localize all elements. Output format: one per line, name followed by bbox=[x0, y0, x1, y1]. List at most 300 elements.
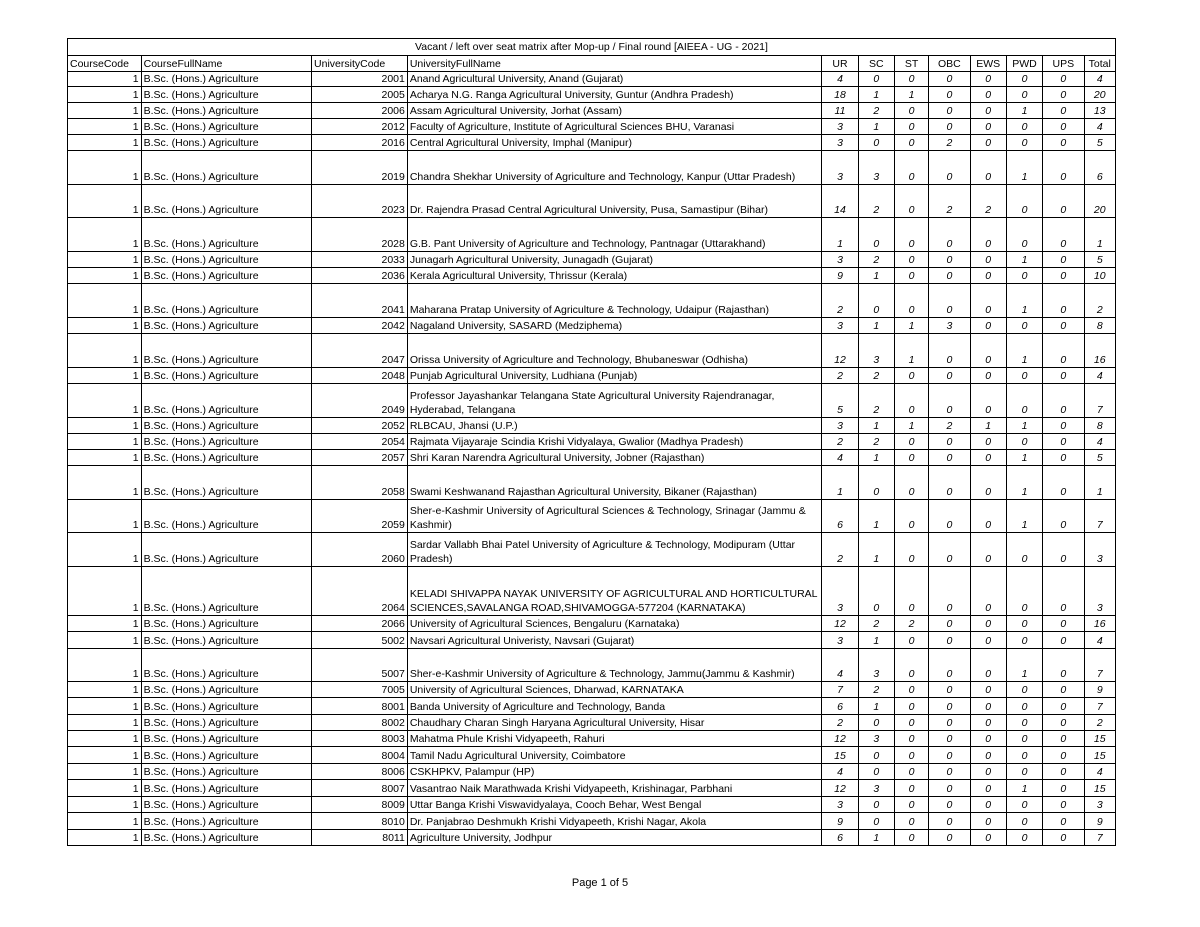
seat-count-cell: 15 bbox=[1084, 731, 1116, 747]
seat-count-cell: 0 bbox=[1043, 632, 1084, 649]
column-header: EWS bbox=[970, 56, 1006, 72]
seat-count-cell: 5 bbox=[1084, 450, 1116, 466]
seat-count-cell: 0 bbox=[894, 103, 928, 119]
university-name-cell: KELADI SHIVAPPA NAYAK UNIVERSITY OF AGRICULTURAL AND HORTICULTURAL SCIENCES,SAVALANGA ROAD,SHIVAMOGGA-577204 (KARNATAKA) bbox=[407, 567, 822, 616]
page-footer: Page 1 of 5 bbox=[571, 877, 629, 889]
seat-count-cell: 0 bbox=[1006, 135, 1042, 151]
table-row bbox=[68, 764, 1116, 780]
university-name-cell: Faculty of Agriculture, Institute of Agricultural Sciences BHU, Varanasi bbox=[407, 119, 822, 135]
university-code-cell: 2036 bbox=[312, 268, 408, 284]
table-row bbox=[68, 813, 1116, 830]
seat-count-cell: 2 bbox=[894, 616, 928, 632]
seat-count-cell: 3 bbox=[858, 334, 894, 368]
table-row bbox=[68, 368, 1116, 384]
course-name-cell: B.Sc. (Hons.) Agriculture bbox=[141, 682, 311, 698]
seat-count-cell: 0 bbox=[894, 185, 928, 218]
seat-count-cell: 0 bbox=[929, 632, 970, 649]
seat-count-cell: 0 bbox=[970, 764, 1006, 780]
course-name-cell: B.Sc. (Hons.) Agriculture bbox=[141, 813, 311, 830]
seat-count-cell: 0 bbox=[970, 533, 1006, 567]
column-header: UR bbox=[822, 56, 858, 72]
seat-count-cell: 1 bbox=[894, 318, 928, 334]
seat-count-cell: 7 bbox=[1084, 698, 1116, 715]
seat-count-cell: 3 bbox=[1084, 797, 1116, 813]
seat-count-cell: 0 bbox=[1006, 72, 1042, 87]
column-header: UniversityFullName bbox=[407, 56, 822, 72]
seat-count-cell: 0 bbox=[1043, 418, 1084, 434]
seat-count-cell: 0 bbox=[970, 284, 1006, 318]
seat-count-cell: 0 bbox=[1043, 368, 1084, 384]
course-name-cell: B.Sc. (Hons.) Agriculture bbox=[141, 185, 311, 218]
seat-count-cell: 0 bbox=[894, 450, 928, 466]
seat-count-cell: 15 bbox=[822, 747, 858, 764]
seat-count-cell: 0 bbox=[1043, 682, 1084, 698]
seat-count-cell: 0 bbox=[929, 500, 970, 533]
seat-count-cell: 1 bbox=[1006, 284, 1042, 318]
seat-count-cell: 12 bbox=[822, 780, 858, 797]
seat-count-cell: 0 bbox=[1043, 616, 1084, 632]
university-name-cell: Sardar Vallabh Bhai Patel University of Agriculture & Technology, Modipuram (Uttar Pradesh) bbox=[407, 533, 822, 567]
seat-count-cell: 0 bbox=[894, 466, 928, 500]
seat-count-cell: 2 bbox=[858, 384, 894, 418]
table-row bbox=[68, 747, 1116, 764]
course-name-cell: B.Sc. (Hons.) Agriculture bbox=[141, 731, 311, 747]
table-row bbox=[68, 119, 1116, 135]
seat-count-cell: 2 bbox=[858, 434, 894, 450]
seat-count-cell: 0 bbox=[858, 72, 894, 87]
seat-count-cell: 0 bbox=[970, 649, 1006, 682]
seat-count-cell: 6 bbox=[822, 500, 858, 533]
course-code-cell: 1 bbox=[68, 135, 142, 151]
course-code-cell: 1 bbox=[68, 616, 142, 632]
seat-count-cell: 0 bbox=[970, 797, 1006, 813]
seat-count-cell: 0 bbox=[929, 533, 970, 567]
seat-count-cell: 3 bbox=[822, 632, 858, 649]
column-header: PWD bbox=[1006, 56, 1042, 72]
seat-count-cell: 0 bbox=[970, 87, 1006, 103]
seat-count-cell: 0 bbox=[894, 682, 928, 698]
seat-count-cell: 0 bbox=[858, 797, 894, 813]
seat-count-cell: 0 bbox=[929, 567, 970, 616]
seat-count-cell: 4 bbox=[1084, 632, 1116, 649]
seat-count-cell: 2 bbox=[929, 185, 970, 218]
seat-count-cell: 0 bbox=[1043, 434, 1084, 450]
course-name-cell: B.Sc. (Hons.) Agriculture bbox=[141, 780, 311, 797]
seat-count-cell: 5 bbox=[1084, 135, 1116, 151]
seat-count-cell: 0 bbox=[1006, 185, 1042, 218]
seat-count-cell: 6 bbox=[822, 830, 858, 846]
seat-count-cell: 10 bbox=[1084, 268, 1116, 284]
column-header: ST bbox=[894, 56, 928, 72]
seat-count-cell: 6 bbox=[1084, 151, 1116, 185]
university-name-cell: Anand Agricultural University, Anand (Gujarat) bbox=[407, 72, 822, 87]
university-name-cell: Junagarh Agricultural University, Junagadh (Gujarat) bbox=[407, 252, 822, 268]
seat-count-cell: 0 bbox=[894, 151, 928, 185]
table-body bbox=[68, 72, 1116, 846]
course-code-cell: 1 bbox=[68, 434, 142, 450]
university-code-cell: 8010 bbox=[312, 813, 408, 830]
seat-count-cell: 0 bbox=[929, 119, 970, 135]
course-name-cell: B.Sc. (Hons.) Agriculture bbox=[141, 797, 311, 813]
seat-count-cell: 3 bbox=[1084, 533, 1116, 567]
seat-count-cell: 0 bbox=[894, 384, 928, 418]
table-row bbox=[68, 632, 1116, 649]
university-code-cell: 2060 bbox=[312, 533, 408, 567]
seat-count-cell: 1 bbox=[858, 318, 894, 334]
university-name-cell: Shri Karan Narendra Agricultural University, Jobner (Rajasthan) bbox=[407, 450, 822, 466]
university-name-cell: Maharana Pratap University of Agriculture & Technology, Udaipur (Rajasthan) bbox=[407, 284, 822, 318]
seat-count-cell: 0 bbox=[970, 698, 1006, 715]
seat-count-cell: 15 bbox=[1084, 780, 1116, 797]
university-code-cell: 2049 bbox=[312, 384, 408, 418]
university-code-cell: 2057 bbox=[312, 450, 408, 466]
university-code-cell: 8003 bbox=[312, 731, 408, 747]
university-name-cell: CSKHPKV, Palampur (HP) bbox=[407, 764, 822, 780]
seat-count-cell: 1 bbox=[1006, 466, 1042, 500]
seat-count-cell: 1 bbox=[1084, 466, 1116, 500]
seat-count-cell: 0 bbox=[858, 764, 894, 780]
seat-count-cell: 0 bbox=[894, 698, 928, 715]
seat-count-cell: 0 bbox=[1043, 567, 1084, 616]
university-code-cell: 8011 bbox=[312, 830, 408, 846]
table-row bbox=[68, 218, 1116, 252]
seat-count-cell: 8 bbox=[1084, 418, 1116, 434]
course-name-cell: B.Sc. (Hons.) Agriculture bbox=[141, 434, 311, 450]
seat-count-cell: 5 bbox=[822, 384, 858, 418]
seat-count-cell: 0 bbox=[894, 268, 928, 284]
course-name-cell: B.Sc. (Hons.) Agriculture bbox=[141, 268, 311, 284]
table-row bbox=[68, 567, 1116, 616]
seat-count-cell: 0 bbox=[929, 466, 970, 500]
seat-count-cell: 11 bbox=[822, 103, 858, 119]
seat-count-cell: 3 bbox=[1084, 567, 1116, 616]
seat-count-cell: 0 bbox=[1006, 830, 1042, 846]
seat-count-cell: 1 bbox=[970, 418, 1006, 434]
table-row bbox=[68, 284, 1116, 318]
university-code-cell: 2006 bbox=[312, 103, 408, 119]
table-row bbox=[68, 466, 1116, 500]
seat-count-cell: 0 bbox=[929, 682, 970, 698]
seat-count-cell: 0 bbox=[970, 731, 1006, 747]
table-row bbox=[68, 334, 1116, 368]
seat-count-cell: 1 bbox=[1006, 151, 1042, 185]
course-name-cell: B.Sc. (Hons.) Agriculture bbox=[141, 500, 311, 533]
seat-count-cell: 0 bbox=[970, 830, 1006, 846]
seat-count-cell: 2 bbox=[970, 185, 1006, 218]
seat-count-cell: 0 bbox=[894, 567, 928, 616]
seat-count-cell: 1 bbox=[858, 450, 894, 466]
seat-count-cell: 0 bbox=[894, 119, 928, 135]
column-header: Total bbox=[1084, 56, 1116, 72]
course-code-cell: 1 bbox=[68, 103, 142, 119]
table-row bbox=[68, 268, 1116, 284]
seat-count-cell: 3 bbox=[858, 780, 894, 797]
table-row bbox=[68, 135, 1116, 151]
seat-count-cell: 0 bbox=[858, 284, 894, 318]
table-row bbox=[68, 731, 1116, 747]
seat-count-cell: 0 bbox=[1043, 731, 1084, 747]
seat-count-cell: 0 bbox=[1043, 218, 1084, 252]
seat-count-cell: 3 bbox=[822, 151, 858, 185]
seat-count-cell: 0 bbox=[894, 368, 928, 384]
seat-count-cell: 12 bbox=[822, 334, 858, 368]
course-code-cell: 1 bbox=[68, 466, 142, 500]
table-row bbox=[68, 252, 1116, 268]
seat-count-cell: 1 bbox=[1006, 418, 1042, 434]
seat-count-cell: 13 bbox=[1084, 103, 1116, 119]
seat-count-cell: 0 bbox=[858, 715, 894, 731]
course-code-cell: 1 bbox=[68, 533, 142, 567]
seat-count-cell: 1 bbox=[1006, 780, 1042, 797]
seat-count-cell: 0 bbox=[894, 649, 928, 682]
university-code-cell: 2001 bbox=[312, 72, 408, 87]
course-name-cell: B.Sc. (Hons.) Agriculture bbox=[141, 87, 311, 103]
seat-count-cell: 0 bbox=[970, 135, 1006, 151]
column-header: CourseFullName bbox=[141, 56, 311, 72]
table-row bbox=[68, 103, 1116, 119]
column-header: SC bbox=[858, 56, 894, 72]
university-code-cell: 2005 bbox=[312, 87, 408, 103]
seat-count-cell: 0 bbox=[858, 567, 894, 616]
university-name-cell: Swami Keshwanand Rajasthan Agricultural University, Bikaner (Rajasthan) bbox=[407, 466, 822, 500]
seat-count-cell: 6 bbox=[822, 698, 858, 715]
course-name-cell: B.Sc. (Hons.) Agriculture bbox=[141, 632, 311, 649]
seat-count-cell: 9 bbox=[1084, 682, 1116, 698]
course-code-cell: 1 bbox=[68, 780, 142, 797]
seat-count-cell: 0 bbox=[1006, 119, 1042, 135]
seat-count-cell: 0 bbox=[929, 87, 970, 103]
course-code-cell: 1 bbox=[68, 764, 142, 780]
university-name-cell: Navsari Agricultural Univeristy, Navsari (Gujarat) bbox=[407, 632, 822, 649]
course-name-cell: B.Sc. (Hons.) Agriculture bbox=[141, 119, 311, 135]
seat-count-cell: 1 bbox=[1006, 252, 1042, 268]
seat-count-cell: 0 bbox=[929, 649, 970, 682]
seat-count-cell: 1 bbox=[822, 218, 858, 252]
course-code-cell: 1 bbox=[68, 151, 142, 185]
university-code-cell: 2047 bbox=[312, 334, 408, 368]
course-code-cell: 1 bbox=[68, 682, 142, 698]
seat-count-cell: 4 bbox=[822, 764, 858, 780]
table-row bbox=[68, 418, 1116, 434]
seat-count-cell: 16 bbox=[1084, 334, 1116, 368]
seat-count-cell: 9 bbox=[822, 268, 858, 284]
seat-count-cell: 0 bbox=[1006, 813, 1042, 830]
seat-matrix-table bbox=[67, 38, 1116, 846]
university-code-cell: 5002 bbox=[312, 632, 408, 649]
seat-count-cell: 0 bbox=[1006, 567, 1042, 616]
university-name-cell: Sher-e-Kashmir University of Agriculture & Technology, Jammu(Jammu & Kashmir) bbox=[407, 649, 822, 682]
course-name-cell: B.Sc. (Hons.) Agriculture bbox=[141, 384, 311, 418]
course-name-cell: B.Sc. (Hons.) Agriculture bbox=[141, 368, 311, 384]
course-name-cell: B.Sc. (Hons.) Agriculture bbox=[141, 698, 311, 715]
university-name-cell: Dr. Panjabrao Deshmukh Krishi Vidyapeeth, Krishi Nagar, Akola bbox=[407, 813, 822, 830]
table-row bbox=[68, 87, 1116, 103]
university-code-cell: 2033 bbox=[312, 252, 408, 268]
seat-count-cell: 0 bbox=[1006, 764, 1042, 780]
university-code-cell: 2023 bbox=[312, 185, 408, 218]
university-code-cell: 2054 bbox=[312, 434, 408, 450]
seat-count-cell: 0 bbox=[929, 284, 970, 318]
seat-count-cell: 0 bbox=[1006, 434, 1042, 450]
university-code-cell: 2042 bbox=[312, 318, 408, 334]
course-code-cell: 1 bbox=[68, 87, 142, 103]
course-code-cell: 1 bbox=[68, 500, 142, 533]
seat-count-cell: 18 bbox=[822, 87, 858, 103]
table-row bbox=[68, 797, 1116, 813]
seat-count-cell: 0 bbox=[894, 135, 928, 151]
seat-count-cell: 0 bbox=[929, 218, 970, 252]
university-name-cell: Chandra Shekhar University of Agriculture and Technology, Kanpur (Uttar Pradesh) bbox=[407, 151, 822, 185]
university-name-cell: Vasantrao Naik Marathwada Krishi Vidyapeeth, Krishinagar, Parbhani bbox=[407, 780, 822, 797]
university-name-cell: University of Agricultural Sciences, Bengaluru (Karnataka) bbox=[407, 616, 822, 632]
course-name-cell: B.Sc. (Hons.) Agriculture bbox=[141, 649, 311, 682]
seat-count-cell: 0 bbox=[970, 747, 1006, 764]
seat-count-cell: 2 bbox=[929, 135, 970, 151]
course-name-cell: B.Sc. (Hons.) Agriculture bbox=[141, 135, 311, 151]
seat-count-cell: 0 bbox=[970, 218, 1006, 252]
course-code-cell: 1 bbox=[68, 252, 142, 268]
table-row bbox=[68, 318, 1116, 334]
seat-count-cell: 1 bbox=[858, 632, 894, 649]
seat-count-cell: 0 bbox=[1043, 103, 1084, 119]
table-row bbox=[68, 500, 1116, 533]
university-code-cell: 8001 bbox=[312, 698, 408, 715]
seat-count-cell: 0 bbox=[1043, 797, 1084, 813]
seat-count-cell: 0 bbox=[1006, 87, 1042, 103]
seat-count-cell: 2 bbox=[858, 682, 894, 698]
course-code-cell: 1 bbox=[68, 384, 142, 418]
course-code-cell: 1 bbox=[68, 318, 142, 334]
seat-count-cell: 0 bbox=[970, 151, 1006, 185]
course-code-cell: 1 bbox=[68, 119, 142, 135]
course-code-cell: 1 bbox=[68, 418, 142, 434]
course-name-cell: B.Sc. (Hons.) Agriculture bbox=[141, 715, 311, 731]
seat-count-cell: 0 bbox=[1043, 151, 1084, 185]
seat-count-cell: 0 bbox=[894, 715, 928, 731]
seat-count-cell: 1 bbox=[1006, 649, 1042, 682]
university-code-cell: 2064 bbox=[312, 567, 408, 616]
seat-count-cell: 2 bbox=[822, 368, 858, 384]
course-code-cell: 1 bbox=[68, 567, 142, 616]
seat-count-cell: 4 bbox=[1084, 764, 1116, 780]
university-name-cell: Mahatma Phule Krishi Vidyapeeth, Rahuri bbox=[407, 731, 822, 747]
seat-count-cell: 0 bbox=[970, 500, 1006, 533]
seat-count-cell: 1 bbox=[1006, 334, 1042, 368]
seat-count-cell: 0 bbox=[1043, 72, 1084, 87]
table-row bbox=[68, 715, 1116, 731]
course-name-cell: B.Sc. (Hons.) Agriculture bbox=[141, 72, 311, 87]
seat-count-cell: 0 bbox=[1043, 715, 1084, 731]
seat-count-cell: 0 bbox=[970, 384, 1006, 418]
table-row bbox=[68, 616, 1116, 632]
seat-count-cell: 0 bbox=[929, 698, 970, 715]
university-code-cell: 8007 bbox=[312, 780, 408, 797]
seat-count-cell: 0 bbox=[1006, 318, 1042, 334]
seat-count-cell: 2 bbox=[858, 368, 894, 384]
seat-count-cell: 0 bbox=[1006, 268, 1042, 284]
seat-count-cell: 1 bbox=[1084, 218, 1116, 252]
seat-count-cell: 20 bbox=[1084, 185, 1116, 218]
seat-count-cell: 0 bbox=[1043, 780, 1084, 797]
seat-count-cell: 0 bbox=[1043, 119, 1084, 135]
seat-count-cell: 0 bbox=[1043, 384, 1084, 418]
seat-count-cell: 0 bbox=[894, 533, 928, 567]
course-code-cell: 1 bbox=[68, 72, 142, 87]
seat-count-cell: 1 bbox=[894, 334, 928, 368]
seat-count-cell: 1 bbox=[1006, 450, 1042, 466]
seat-count-cell: 0 bbox=[1006, 616, 1042, 632]
university-name-cell: Kerala Agricultural University, Thrissur (Kerala) bbox=[407, 268, 822, 284]
course-code-cell: 1 bbox=[68, 797, 142, 813]
seat-count-cell: 0 bbox=[1043, 764, 1084, 780]
seat-count-cell: 0 bbox=[929, 830, 970, 846]
university-name-cell: Orissa University of Agriculture and Technology, Bhubaneswar (Odhisha) bbox=[407, 334, 822, 368]
university-name-cell: Professor Jayashankar Telangana State Agricultural University Rajendranagar, Hyderabad, Telangana bbox=[407, 384, 822, 418]
table-row bbox=[68, 450, 1116, 466]
course-name-cell: B.Sc. (Hons.) Agriculture bbox=[141, 466, 311, 500]
seat-count-cell: 0 bbox=[929, 731, 970, 747]
seat-count-cell: 9 bbox=[1084, 813, 1116, 830]
seat-count-cell: 8 bbox=[1084, 318, 1116, 334]
seat-count-cell: 0 bbox=[970, 368, 1006, 384]
table-row bbox=[68, 434, 1116, 450]
course-code-cell: 1 bbox=[68, 218, 142, 252]
seat-count-cell: 4 bbox=[1084, 119, 1116, 135]
university-code-cell: 2012 bbox=[312, 119, 408, 135]
seat-count-cell: 1 bbox=[1006, 103, 1042, 119]
seat-count-cell: 0 bbox=[970, 682, 1006, 698]
university-code-cell: 2059 bbox=[312, 500, 408, 533]
course-code-cell: 1 bbox=[68, 747, 142, 764]
university-name-cell: Rajmata Vijayaraje Scindia Krishi Vidyalaya, Gwalior (Madhya Pradesh) bbox=[407, 434, 822, 450]
university-code-cell: 8009 bbox=[312, 797, 408, 813]
seat-count-cell: 0 bbox=[858, 218, 894, 252]
seat-count-cell: 0 bbox=[970, 434, 1006, 450]
seat-count-cell: 0 bbox=[894, 830, 928, 846]
course-code-cell: 1 bbox=[68, 731, 142, 747]
university-name-cell: RLBCAU, Jhansi (U.P.) bbox=[407, 418, 822, 434]
course-name-cell: B.Sc. (Hons.) Agriculture bbox=[141, 252, 311, 268]
seat-count-cell: 0 bbox=[970, 813, 1006, 830]
course-name-cell: B.Sc. (Hons.) Agriculture bbox=[141, 284, 311, 318]
course-name-cell: B.Sc. (Hons.) Agriculture bbox=[141, 533, 311, 567]
course-code-cell: 1 bbox=[68, 649, 142, 682]
seat-count-cell: 0 bbox=[929, 103, 970, 119]
seat-count-cell: 4 bbox=[1084, 434, 1116, 450]
seat-count-cell: 0 bbox=[929, 72, 970, 87]
seat-count-cell: 1 bbox=[894, 418, 928, 434]
seat-count-cell: 2 bbox=[858, 103, 894, 119]
seat-count-cell: 0 bbox=[970, 268, 1006, 284]
seat-count-cell: 2 bbox=[1084, 715, 1116, 731]
column-header: OBC bbox=[929, 56, 970, 72]
seat-count-cell: 0 bbox=[1043, 698, 1084, 715]
seat-count-cell: 0 bbox=[894, 764, 928, 780]
university-code-cell: 8002 bbox=[312, 715, 408, 731]
course-name-cell: B.Sc. (Hons.) Agriculture bbox=[141, 418, 311, 434]
seat-count-cell: 0 bbox=[1043, 830, 1084, 846]
seat-count-cell: 4 bbox=[822, 72, 858, 87]
course-name-cell: B.Sc. (Hons.) Agriculture bbox=[141, 567, 311, 616]
seat-count-cell: 0 bbox=[858, 466, 894, 500]
university-name-cell: Acharya N.G. Ranga Agricultural University, Guntur (Andhra Pradesh) bbox=[407, 87, 822, 103]
seat-count-cell: 1 bbox=[1006, 500, 1042, 533]
seat-count-cell: 3 bbox=[822, 252, 858, 268]
seat-count-cell: 0 bbox=[894, 500, 928, 533]
seat-count-cell: 0 bbox=[1006, 682, 1042, 698]
university-name-cell: Agriculture University, Jodhpur bbox=[407, 830, 822, 846]
seat-count-cell: 0 bbox=[970, 632, 1006, 649]
